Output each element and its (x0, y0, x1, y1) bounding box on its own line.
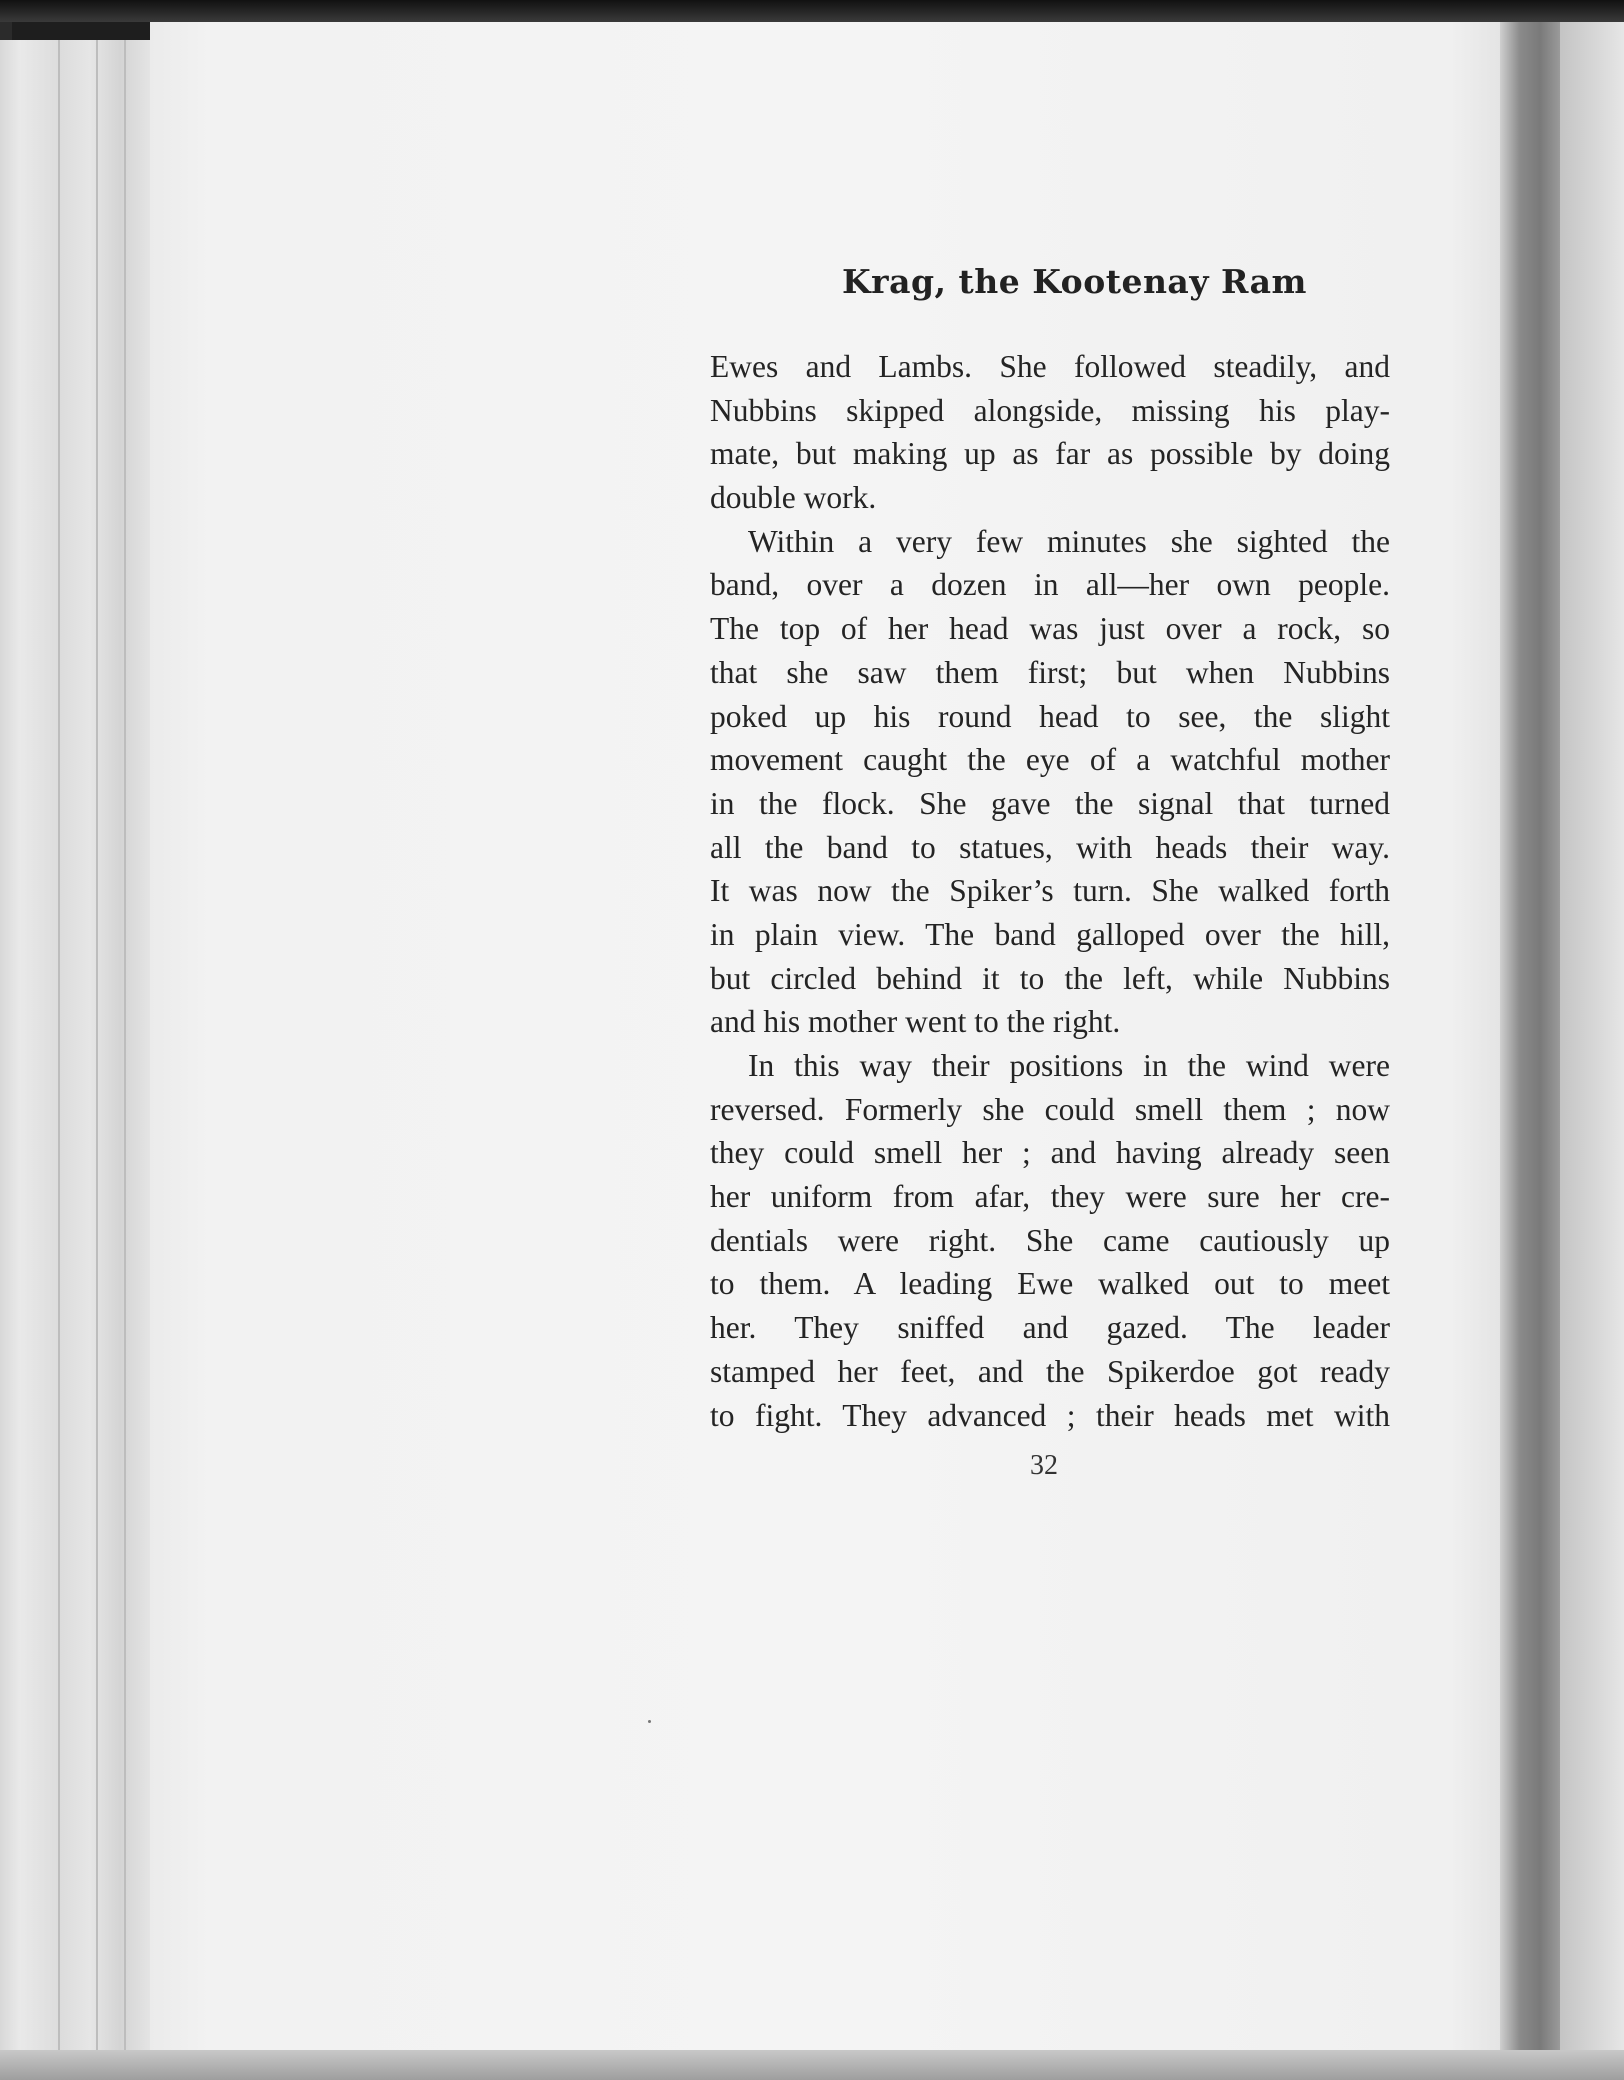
facing-page-edge (1560, 22, 1624, 2080)
body-text (710, 345, 1390, 1437)
text-line: reversed. Formerly she could smell them ; now (710, 1091, 1390, 1127)
text-line: stamped her feet, and the Spikerdoe got ready (710, 1353, 1390, 1389)
paragraph (710, 1044, 1390, 1437)
text-line: band, over a dozen in all—her own people. (710, 567, 1390, 603)
text-line: dentials were right. She came cautiously up (710, 1222, 1390, 1258)
text-line: to fight. They advanced ; their heads met with (710, 1397, 1390, 1433)
text-line: all the band to statues, with heads their way. (710, 829, 1390, 865)
text-line: The top of her head was just over a rock, so (710, 611, 1390, 647)
text-line: It was now the Spiker’s turn. She walked forth (710, 873, 1390, 909)
text-line: and his mother went to the right. (710, 1004, 1121, 1040)
scan-border-top (0, 0, 1624, 22)
paragraph (710, 520, 1390, 1044)
scan-border-bottom (0, 2050, 1624, 2080)
text-line: her. They sniffed and gazed. The leader (710, 1310, 1390, 1346)
paragraph (710, 345, 1390, 520)
page-stack-edge (0, 40, 170, 2080)
text-line: in the flock. She gave the signal that turned (710, 785, 1390, 821)
text-line: they could smell her ; and having already seen (710, 1135, 1390, 1171)
book-gutter (1500, 22, 1560, 2080)
text-line: but circled behind it to the left, while Nubbins (710, 960, 1390, 996)
text-line: to them. A leading Ewe walked out to meet (710, 1266, 1390, 1302)
text-line: Nubbins skipped alongside, missing his play- (710, 392, 1390, 428)
text-line: that she saw them first; but when Nubbins (710, 654, 1390, 690)
text-line: movement caught the eye of a watchful mother (710, 742, 1390, 778)
text-line: double work. (710, 480, 877, 516)
text-line: Within a very few minutes she sighted the (748, 523, 1390, 559)
text-line: Ewes and Lambs. She followed steadily, and (710, 349, 1390, 384)
text-line: mate, but making up as far as possible by doing (710, 436, 1390, 472)
text-line: In this way their positions in the wind were (748, 1048, 1390, 1083)
text-line: her uniform from afar, they were sure her cre- (710, 1179, 1390, 1215)
paper-speck (648, 1720, 651, 1723)
page-number: 32 (1030, 1450, 1058, 1481)
page-edge-line (58, 40, 60, 2070)
running-head: Krag, the Kootenay Ram (842, 262, 1307, 301)
text-line: in plain view. The band galloped over the hill, (710, 916, 1390, 952)
page-edge-line (124, 40, 126, 2070)
page-edge-line (96, 40, 98, 2070)
text-line: poked up his round head to see, the slight (710, 698, 1390, 734)
